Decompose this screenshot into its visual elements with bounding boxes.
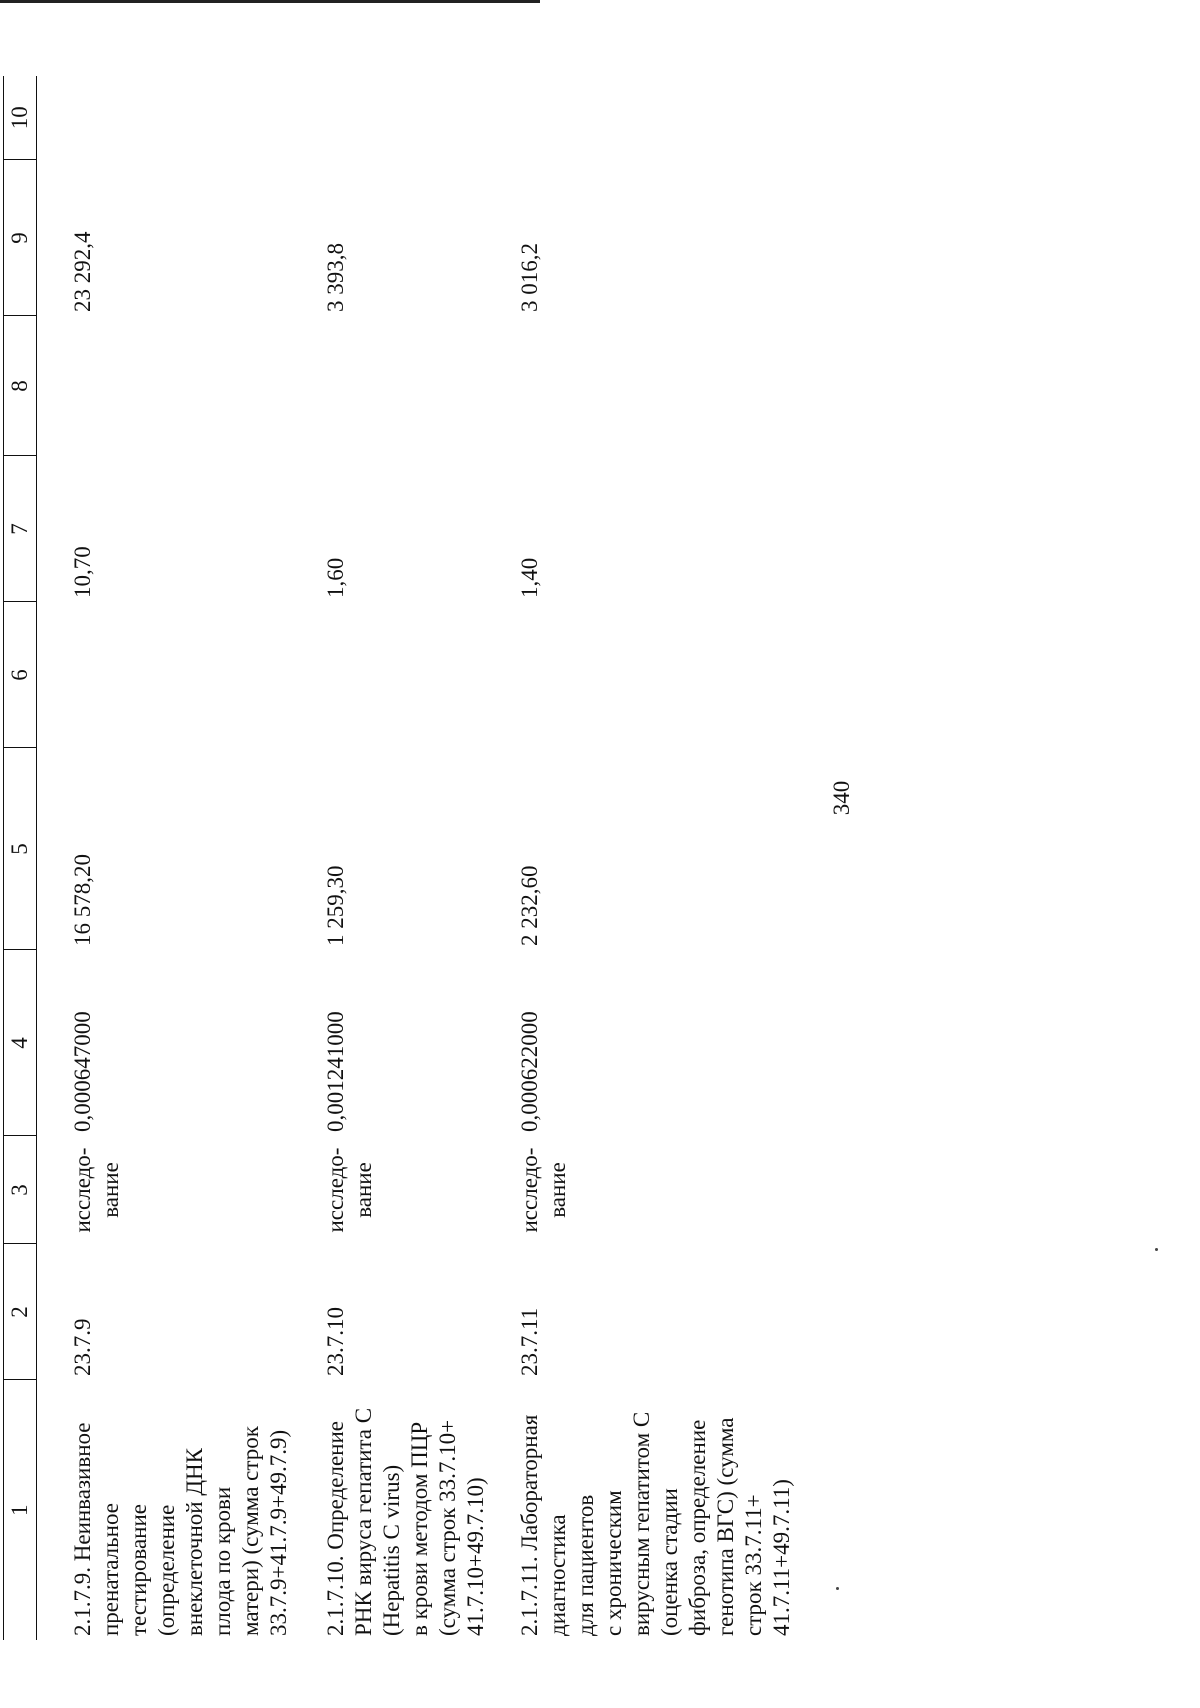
row-description: 2.1.7.10. Определение РНК вируса гепатита С (Hepatitis C virus) в крови методом ПЦР (сумма строк 33.7.10+ 41.7.10+49.7.10) [323, 1407, 488, 1636]
col-header-1: 1 [4, 1380, 37, 1640]
col-header-4: 4 [4, 950, 37, 1136]
scan-edge-line [0, 0, 540, 3]
cell-col-5: 16 578,20 [70, 854, 95, 946]
col-header-6: 6 [4, 602, 37, 748]
row-unit: исследо- вание [323, 1147, 376, 1233]
cell-col-4: 0,000647000 [70, 1011, 95, 1132]
scan-speck [1155, 1248, 1158, 1251]
table-row [293, 76, 490, 1640]
cell-col-10 [490, 76, 796, 160]
table-row [490, 76, 796, 1640]
cell-col-6 [293, 602, 490, 748]
cell-col-5: 2 232,60 [517, 865, 542, 946]
table-row [37, 76, 294, 1640]
row-unit: исследо- вание [70, 1147, 123, 1233]
col-header-8: 8 [4, 316, 37, 456]
cell-col-9: 23 292,4 [70, 231, 95, 312]
row-unit: исследо- вание [517, 1147, 570, 1233]
rotated-page [3, 76, 883, 1706]
cell-col-10 [37, 76, 294, 160]
cell-col-8 [293, 316, 490, 456]
col-header-3: 3 [4, 1136, 37, 1244]
cell-col-8 [37, 316, 294, 456]
row-line-number: 23.7.11 [517, 1307, 542, 1376]
cell-col-7: 1,60 [323, 557, 348, 598]
cell-col-6 [490, 602, 796, 748]
cell-col-7: 1,40 [517, 557, 542, 598]
cell-col-6 [37, 602, 294, 748]
col-header-5: 5 [4, 748, 37, 950]
cell-col-10 [293, 76, 490, 160]
data-table [3, 76, 796, 1640]
col-header-2: 2 [4, 1244, 37, 1380]
cell-col-9: 3 393,8 [323, 243, 348, 312]
cell-col-4: 0,000622000 [517, 1011, 542, 1132]
row-line-number: 23.7.10 [323, 1307, 348, 1376]
row-line-number: 23.7.9 [70, 1318, 95, 1376]
cell-col-9: 3 016,2 [517, 243, 542, 312]
cell-col-4: 0,001241000 [323, 1011, 348, 1132]
cell-col-5: 1 259,30 [323, 865, 348, 946]
header-row [4, 76, 37, 1640]
col-header-7: 7 [4, 456, 37, 602]
row-description: 2.1.7.9. Неинвазивное пренатальное тестирование (определение внеклеточной ДНК плода по крови матери) (сумма строк 33.7.9+41.7.9+49.7.9) [70, 1422, 291, 1636]
cell-col-7: 10,70 [70, 546, 95, 598]
col-header-9: 9 [4, 160, 37, 316]
page-number: 340 [829, 780, 854, 816]
col-header-10: 10 [4, 76, 37, 160]
row-description: 2.1.7.11. Лабораторная диагностика для пациентов с хроническим вирусным гепатитом С (оценка стадии фиброза, определение генотипа ВГС) (сумма строк 33.7.11+ 41.7.11+49.7.11) [517, 1411, 794, 1636]
cell-col-8 [490, 316, 796, 456]
